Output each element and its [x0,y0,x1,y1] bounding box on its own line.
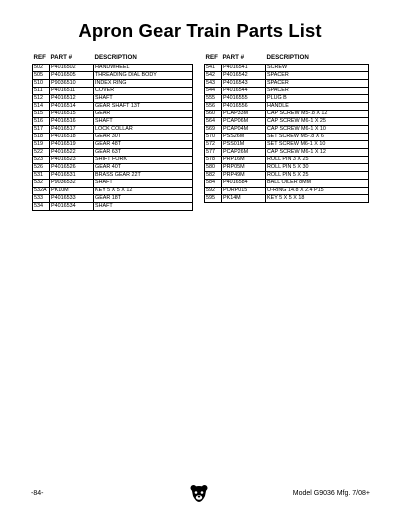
description-cell: GEAR 40T [94,164,193,172]
description-cell: ROLL PIN 3 X 25 [266,156,369,164]
ref-cell: 541 [205,64,222,72]
ref-cell: 526 [33,164,50,172]
ref-cell: 514 [33,102,50,110]
part-number-cell: P4016517 [50,126,94,134]
ref-cell: 522 [33,149,50,157]
description-cell: GEAR 48T [94,141,193,149]
header-ref: REF [33,54,46,62]
ref-cell: 577 [205,149,222,157]
table-row [33,187,193,195]
ref-cell: 542 [205,72,222,80]
part-number-cell: PCAP26M [222,149,266,157]
ref-cell: 512 [33,95,50,103]
ref-cell: 519 [33,141,50,149]
table-row [205,126,369,134]
table-header-row [205,55,369,64]
description-cell: SPACER [266,72,369,80]
description-cell: SHAFT [94,179,193,187]
ref-cell: 595 [205,195,222,203]
ref-cell: 570 [205,133,222,141]
header-part: PART # [50,54,73,62]
ref-cell: 517 [33,126,50,134]
model-info: Model G9036 Mfg. 7/08+ [292,490,370,497]
ref-cell: 502 [33,64,50,72]
part-number-cell: P4016526 [50,164,94,172]
description-cell: HANDLE [266,102,369,110]
ref-cell: 518 [33,133,50,141]
description-cell: O-RING 14.8 X 2.4 P15 [266,187,369,195]
part-number-cell: PRP16M [222,156,266,164]
part-number-cell: P4016543 [222,79,266,87]
description-cell: CAP SCREW M6-1 X 25 [266,118,369,126]
description-cell: SHAFT [94,202,193,210]
description-cell: GEAR 18T [94,195,193,203]
ref-cell: 533 [33,195,50,203]
description-cell: GEAR SHAFT 13T [94,102,193,110]
part-number-cell: P9036532 [50,179,94,187]
table-row [205,110,369,118]
part-number-cell: P4016544 [222,87,266,95]
part-number-cell: P4016533 [50,195,94,203]
page-title: Apron Gear Train Parts List [78,20,322,41]
ref-cell: 515 [33,110,50,118]
bear-head-icon [189,483,209,503]
table-row [205,141,369,149]
table-row [205,195,369,203]
description-cell: SCREW [266,64,369,72]
part-number-cell: P4016502 [50,64,94,72]
part-number-cell: P4016511 [50,87,94,95]
page-number: -84- [31,490,44,497]
ref-cell: 580 [205,164,222,172]
part-number-cell: PCAP04M [222,126,266,134]
part-number-cell: P4016584 [222,179,266,187]
header-ref: REF [205,54,218,62]
description-cell: KEY 5 X 5 X 12 [94,187,193,195]
table-row [33,102,193,110]
description-cell: SHAFT [94,95,193,103]
part-number-cell: P9036510 [50,79,94,87]
ref-cell: 544 [205,87,222,95]
table-row [33,164,193,172]
part-number-cell: P4016515 [50,110,94,118]
table-row [205,179,369,187]
part-number-cell: P4016519 [50,141,94,149]
table-row [205,133,369,141]
ref-cell: 534 [33,202,50,210]
table-header-row [33,55,193,64]
description-cell: PLUG B [266,95,369,103]
part-number-cell: P4016514 [50,102,94,110]
ref-cell: 543 [205,79,222,87]
part-number-cell: PRP49M [222,172,266,180]
ref-cell: 569 [205,126,222,134]
table-row [205,102,369,110]
ref-cell: 531 [33,172,50,180]
description-cell: LOCK COLLAR [94,126,193,134]
part-number-cell: PSS26M [222,133,266,141]
description-cell: SHAFT [94,118,193,126]
description-cell: SHIFT FORK [94,156,193,164]
part-number-cell: P4016542 [222,72,266,80]
table-row [33,118,193,126]
ref-cell: 560 [205,110,222,118]
table-row [205,172,369,180]
ref-cell: 592 [205,187,222,195]
description-cell: COVER [94,87,193,95]
ref-cell: 532A [33,187,50,195]
ref-cell: 578 [205,156,222,164]
table-row [33,64,193,72]
table-row [205,64,369,72]
table-row [33,133,193,141]
table-row [33,202,193,210]
table-row [33,141,193,149]
part-number-cell: P4016541 [222,64,266,72]
table-row [33,195,193,203]
description-cell: HANDWHEEL [94,64,193,72]
ref-cell: 564 [205,118,222,126]
description-cell: KEY 5 X 5 X 18 [266,195,369,203]
part-number-cell: PCAP06M [222,118,266,126]
part-number-cell: PRP05M [222,164,266,172]
table-row [33,110,193,118]
table-row [205,164,369,172]
ref-cell: 532 [33,179,50,187]
description-cell: SET SCREW M5-.8 X 6 [266,133,369,141]
parts-table-left [32,55,193,211]
table-row [33,172,193,180]
ref-cell: 555 [205,95,222,103]
table-row [33,87,193,95]
part-number-cell: P4016505 [50,72,94,80]
part-number-cell: P4016555 [222,95,266,103]
part-number-cell: P4016512 [50,95,94,103]
ref-cell: 505 [33,72,50,80]
part-number-cell: PK10M [50,187,94,195]
table-row [205,187,369,195]
table-row [33,156,193,164]
part-number-cell: PK14M [222,195,266,203]
ref-cell: 511 [33,87,50,95]
table-row [205,95,369,103]
description-cell: BRASS GEAR 22T [94,172,193,180]
description-cell: SPACER [266,79,369,87]
description-cell: CAP SCREW M6-1 X 10 [266,126,369,134]
table-row [33,95,193,103]
table-row [33,79,193,87]
part-number-cell: PSS01M [222,141,266,149]
table-row [205,118,369,126]
table-row [205,156,369,164]
description-cell: ROLL PIN 5 X 30 [266,164,369,172]
description-cell: INDEX RING [94,79,193,87]
description-cell: THREADING DIAL BODY [94,72,193,80]
part-number-cell: P4016556 [222,102,266,110]
ref-cell: 584 [205,179,222,187]
ref-cell: 582 [205,172,222,180]
part-number-cell: PORP015 [222,187,266,195]
description-cell: SPACER [266,87,369,95]
description-cell: SET SCREW M6-1 X 10 [266,141,369,149]
table-row [33,149,193,157]
header-part: PART # [222,54,245,62]
table-row [33,179,193,187]
header-description: DESCRIPTION [266,54,309,62]
part-number-cell: PCAP33M [222,110,266,118]
parts-table-right [204,55,369,203]
table-row [205,72,369,80]
ref-cell: 572 [205,141,222,149]
description-cell: ROLL PIN 5 X 25 [266,172,369,180]
ref-cell: 510 [33,79,50,87]
table-row [205,149,369,157]
header-description: DESCRIPTION [94,54,137,62]
table-row [33,126,193,134]
part-number-cell: P4016531 [50,172,94,180]
description-cell: CAP SCREW M6-1 X 12 [266,149,369,157]
description-cell: BALL OILER 8MM [266,179,369,187]
part-number-cell: P4016516 [50,118,94,126]
description-cell: GEAR 30T [94,133,193,141]
description-cell: GEAR [94,110,193,118]
table-row [205,87,369,95]
ref-cell: 556 [205,102,222,110]
ref-cell: 516 [33,118,50,126]
part-number-cell: P4016534 [50,202,94,210]
table-row [205,79,369,87]
part-number-cell: P4016518 [50,133,94,141]
ref-cell: 523 [33,156,50,164]
part-number-cell: P4016523 [50,156,94,164]
description-cell: GEAR 63T [94,149,193,157]
table-row [33,72,193,80]
part-number-cell: P4016522 [50,149,94,157]
description-cell: CAP SCREW M5-.8 X 12 [266,110,369,118]
